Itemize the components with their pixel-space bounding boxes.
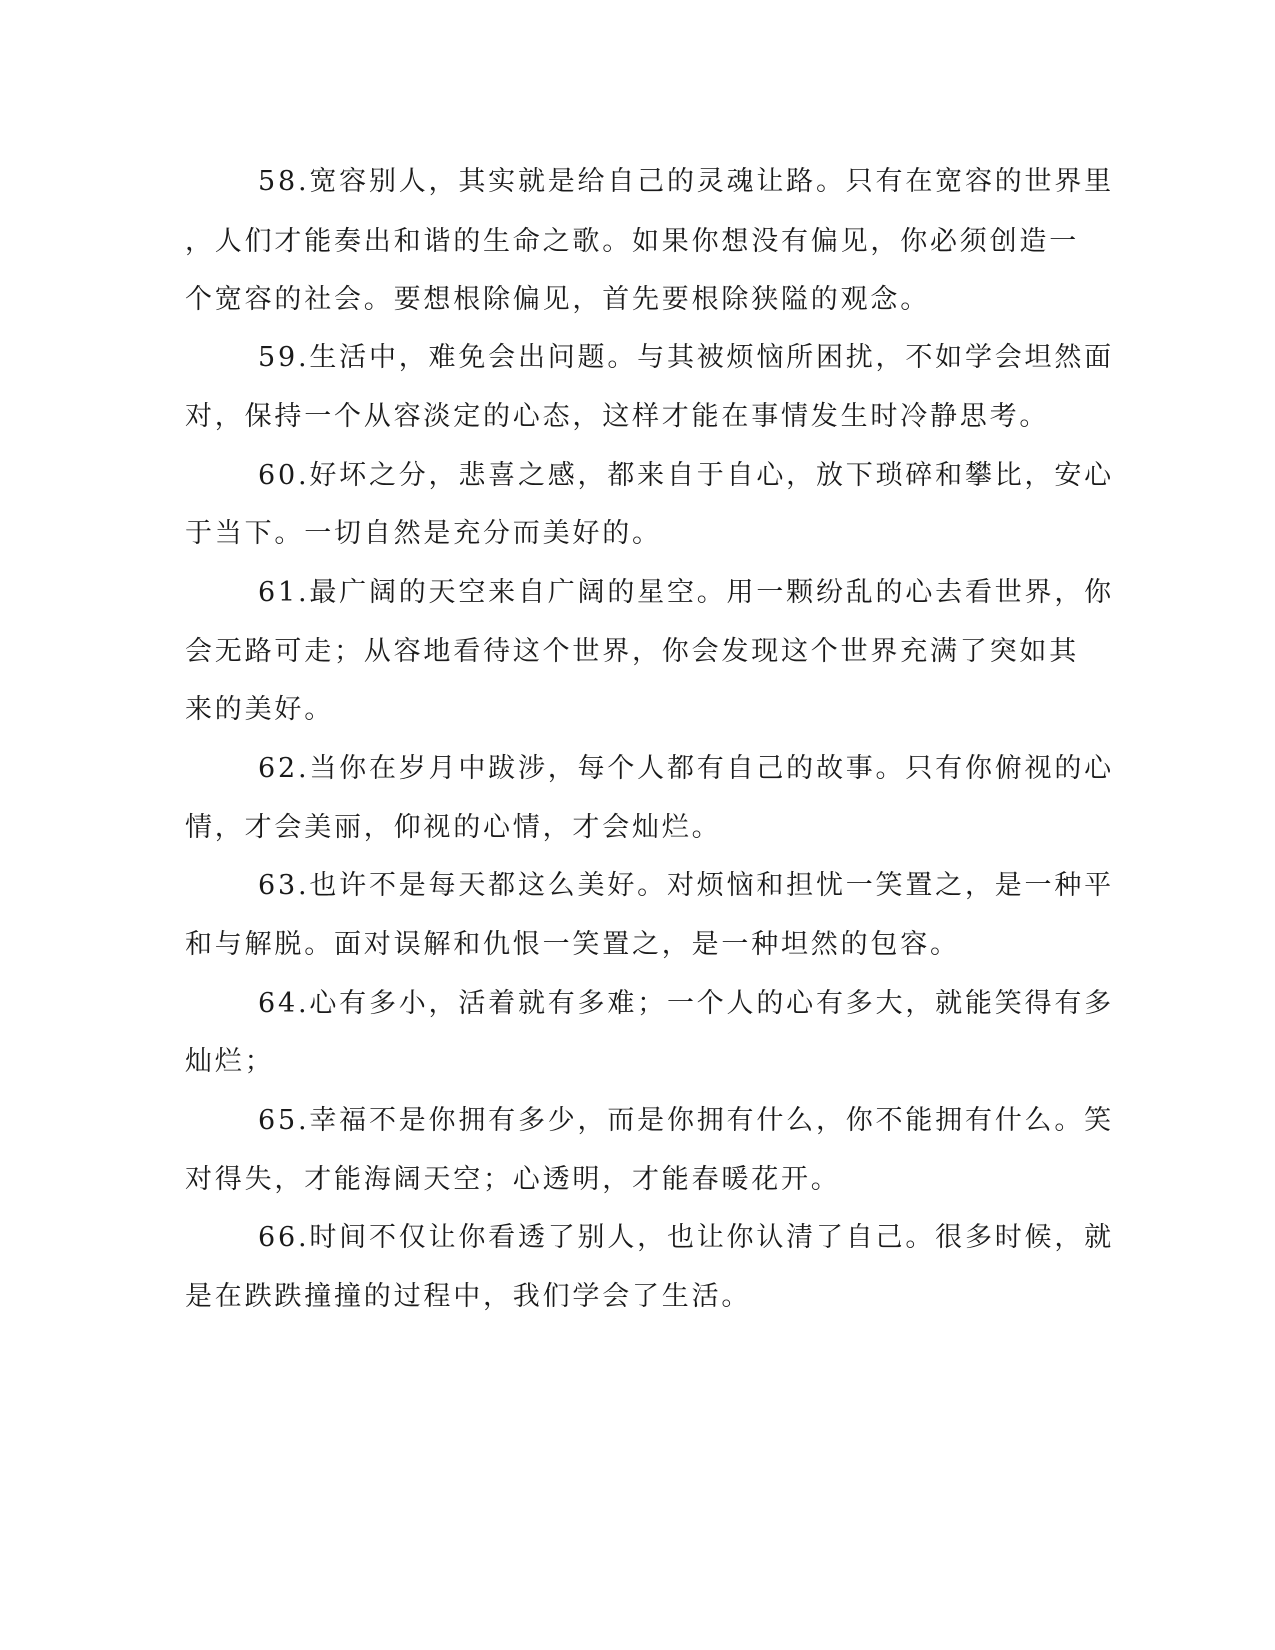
paragraph-64-line-2: 灿烂； xyxy=(185,1046,275,1077)
paragraph-58-line-1: 58.宽容别人，其实就是给自己的灵魂让路。只有在宽容的世界里 xyxy=(258,166,1114,197)
paragraph-62-line-1: 62.当你在岁月中跋涉，每个人都有自己的故事。只有你俯视的心 xyxy=(258,753,1114,784)
paragraph-62-line-2: 情，才会美丽，仰视的心情，才会灿烂。 xyxy=(185,812,722,843)
paragraph-66-line-2: 是在跌跌撞撞的过程中，我们学会了生活。 xyxy=(185,1281,752,1312)
paragraph-60-line-1: 60.好坏之分，悲喜之感，都来自于自心，放下琐碎和攀比，安心 xyxy=(258,460,1114,491)
paragraph-59-line-1: 59.生活中，难免会出问题。与其被烦恼所困扰，不如学会坦然面 xyxy=(258,342,1114,373)
paragraph-65-line-2: 对得失，才能海阔天空；心透明，才能春暖花开。 xyxy=(185,1164,841,1195)
paragraph-65-line-1: 65.幸福不是你拥有多少，而是你拥有什么，你不能拥有什么。笑 xyxy=(258,1105,1114,1136)
paragraph-61-line-2: 会无路可走；从容地看待这个世界，你会发现这个世界充满了突如其 xyxy=(185,636,1079,667)
paragraph-64-line-1: 64.心有多小，活着就有多难；一个人的心有多大，就能笑得有多 xyxy=(258,988,1114,1019)
paragraph-63-line-2: 和与解脱。面对误解和仇恨一笑置之，是一种坦然的包容。 xyxy=(185,929,960,960)
paragraph-58-line-2: ，人们才能奏出和谐的生命之歌。如果你想没有偏见，你必须创造一 xyxy=(185,226,1079,257)
paragraph-63-line-1: 63.也许不是每天都这么美好。对烦恼和担忧一笑置之，是一种平 xyxy=(258,870,1114,901)
paragraph-61-line-1: 61.最广阔的天空来自广阔的星空。用一颗纷乱的心去看世界，你 xyxy=(258,577,1114,608)
paragraph-58-line-3: 个宽容的社会。要想根除偏见，首先要根除狭隘的观念。 xyxy=(185,284,930,315)
paragraph-66-line-1: 66.时间不仅让你看透了别人，也让你认清了自己。很多时候，就 xyxy=(258,1222,1114,1253)
paragraph-59-line-2: 对，保持一个从容淡定的心态，这样才能在事情发生时冷静思考。 xyxy=(185,401,1050,432)
paragraph-61-line-3: 来的美好。 xyxy=(185,694,334,725)
paragraph-60-line-2: 于当下。一切自然是充分而美好的。 xyxy=(185,518,662,549)
